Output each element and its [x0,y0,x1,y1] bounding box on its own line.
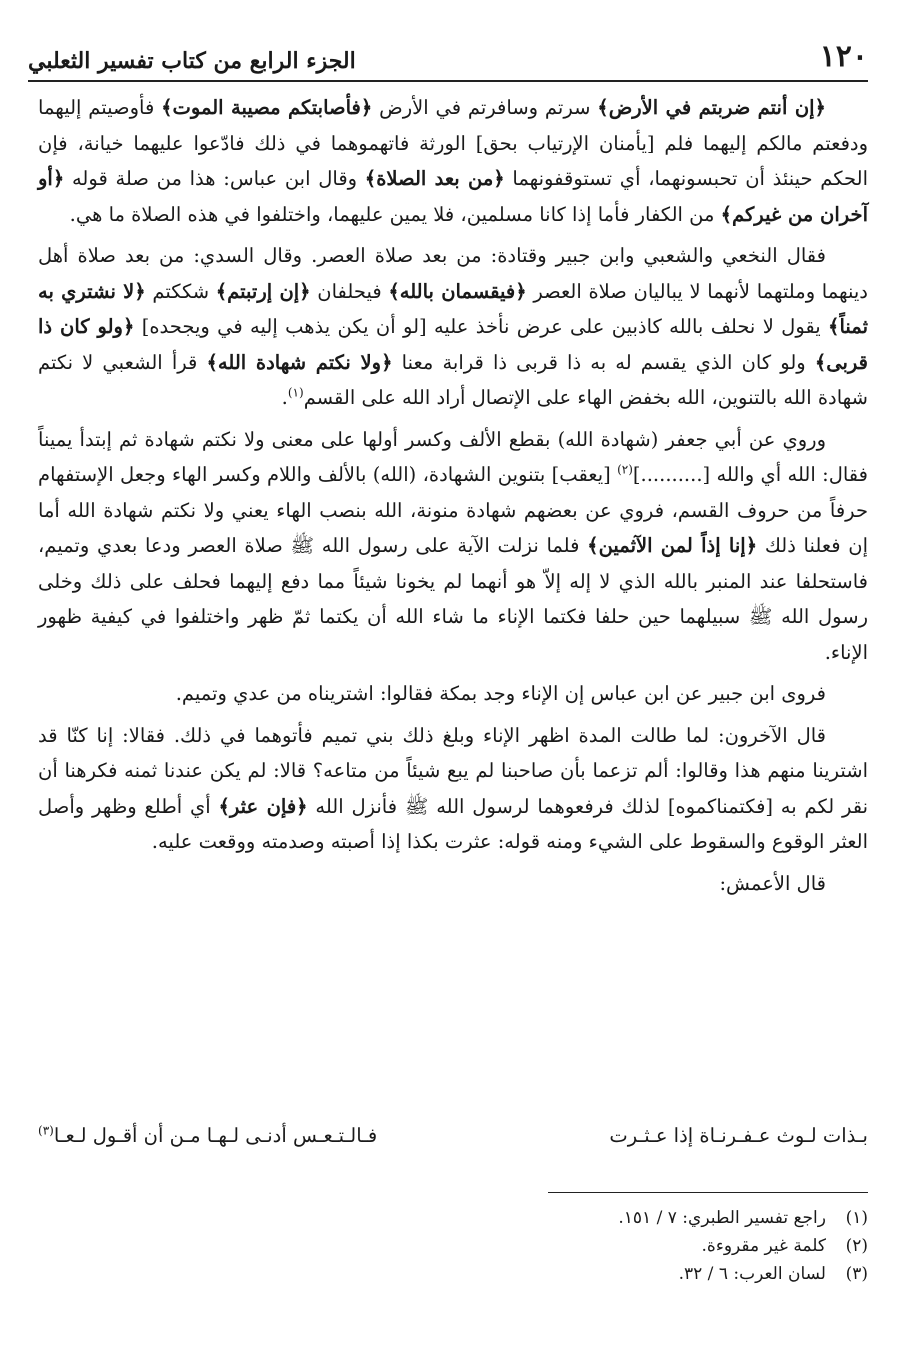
paragraph [38,422,868,671]
quran-quote: ﴿فإن عثر﴾ [218,794,308,818]
quran-quote: ﴿ولو كان ذا قربى﴾ [38,315,868,374]
verse-right-hemistich: بـذات لـوث عـفـرنـاة إذا عـثـرت [609,1124,868,1147]
quran-quote: ﴿من بعد الصلاة﴾ [364,167,505,190]
text-run: من الكفار فأما إذا كانا مسلمين، فلا يمين عليهما، واختلفوا في هذه الصلاة ما هي. [69,202,721,226]
text-run: قال الآخرون: لما طالت المدة اظهر الإناء وبلغ ذلك بني تميم فأتوهما في ذلك. فقالا: إنا كنّا قد اشترينا منهم هذا وقالوا: ألم تزعما بأن صاحبنا لم يبع شيئاً من متاعه؟ قالا: لم يكن عندنا ثمنه فكرهنا أن نقر لكم به [فكتمناكموه] لذلك فرفعوهما لرسول الله ﷺ فأنزل الله [38,723,869,818]
footnotes [400,1204,868,1288]
footnote-number: (٢) [845,1236,868,1256]
text-run: فروى ابن جبير عن ابن عباس إن الإناء وجد بمكة فقالوا: اشتريناه من عدي وتميم. [175,682,826,705]
paragraph [38,676,868,712]
footnote-text: كلمة غير مقروءة. [701,1236,826,1256]
running-title: الجزء الرابع من كتاب تفسير الثعلبي [28,48,356,74]
footnote-reference: (٢) [617,462,633,477]
footnote-number: (١) [845,1208,868,1228]
quran-quote: ﴿فيقسمان بالله﴾ [388,279,527,303]
text-run: أي أطلع وظهر وأصل العثر الوقوع والسقوط على الشيء ومنه قوله: عثرت بكذا إذا أصبته وصدمته ووقعت عليه. [38,794,868,853]
quran-quote: ﴿فأصابتكم مصيبة الموت﴾ [161,96,373,119]
body-text [38,90,868,907]
paragraph [38,238,868,416]
text-run: يقول لا نحلف بالله كاذبين على عرض نأخذ عليه [لو أن يكن يذهب إليه في ويجحده] [134,315,829,338]
text-run: وقال ابن عباس: هذا من صلة قوله [64,167,365,190]
footnote-reference: (٣) [38,1123,54,1138]
quran-quote: ﴿إن إرتبتم﴾ [215,279,311,303]
text-run: فلما نزلت الآية على رسول الله ﷺ صلاة العصر ودعا بعدي وتميم، فاستحلفا عند المنبر بالله الذي لا إله إلاّ هو أنهما لم يخونا شيئاً مما دفع إليهما فحلف على ذلك وخلى رسول الله ﷺ سبيلهما حين حلفا فكتما الإناء ما شاء الله أن يكتما ثمّ ظهر واختلفوا في كيفية ظهور الإناء. [38,534,868,664]
paragraph [38,90,868,232]
quran-quote: ﴿أو آخران من غيركم﴾ [38,167,868,226]
page-number: ١٢٠ [819,39,868,74]
poetry-verse [38,1124,868,1162]
text-run: سرتم وسافرتم في الأرض [372,96,598,119]
verse-left-text: فـالـتـعـس أدنـى لـهـا مـن أن أقـول لـعـا [53,1124,378,1147]
quran-quote: ﴿إنا إذاً لمن الآثمين﴾ [587,534,758,557]
footnote-number: (٣) [845,1264,868,1284]
text-run: شككتم [145,279,216,303]
footnote-text: لسان العرب: ٦ / ٣٢. [678,1264,826,1284]
paragraph [38,866,868,902]
quran-quote: ﴿لا نشتري به ثمناً﴾ [38,279,868,338]
text-run: فيحلفان [310,279,389,303]
text-run: فأوصيتم إليهما ودفعتم مالكم إليهما فلم [يأمنان الإرتياب بحق] الورثة فاتهموهما في ذلك فادّعوا عليهما خيانة، فإن الحكم حينئذ أن تحبسونهما، أي تستوقفونهما [38,96,868,190]
footnote [400,1204,868,1232]
text-run: قرأ الشعبي لا نكتم شهادة الله بالتنوين، الله بخفض الهاء على الإتصال أراد الله على القسم [38,350,868,409]
quran-quote: ﴿إن أنتم ضربتم في الأرض﴾ [597,96,826,119]
footnote [400,1232,868,1260]
paragraph [38,718,868,860]
footnote-text: راجع تفسير الطبري: ٧ / ١٥١. [618,1208,826,1228]
text-run: . [281,386,288,409]
text-run: وروي عن أبي جعفر (شهادة الله) بقطع الألف وكسر أولها على معنى ولا نكتم شهادة ثم إبتدأ يميناً فقال: الله أي والله [..........] [38,427,868,486]
footnote-divider [548,1192,868,1193]
page-header [28,30,868,82]
text-run: [يعقب] بتنوين الشهادة، (الله) بالألف واللام وكسر الهاء وجعل الإستفهام حرفاً من حروف القسم، فروي عن بعضهم شهادة منونة، الله بنصب الهاء يعني ولا نكتم شهادة الله أما إن فعلنا ذلك [38,463,868,557]
text-run: قال الأعمش: [719,871,826,895]
text-run: فقال النخعي والشعبي وابن جبير وقتادة: من بعد صلاة العصر. وقال السدي: من بعد صلاة أهل دينهما وملتهما لأنهما لا يباليان صلاة العصر [38,244,868,303]
footnote [400,1260,868,1288]
quran-quote: ﴿ولا نكتم شهادة الله﴾ [206,350,393,374]
text-run: ولو كان الذي يقسم له به ذا قربى ذا قرابة معنا [392,350,815,374]
footnote-reference: (١) [287,385,304,400]
verse-left-hemistich [38,1124,377,1162]
